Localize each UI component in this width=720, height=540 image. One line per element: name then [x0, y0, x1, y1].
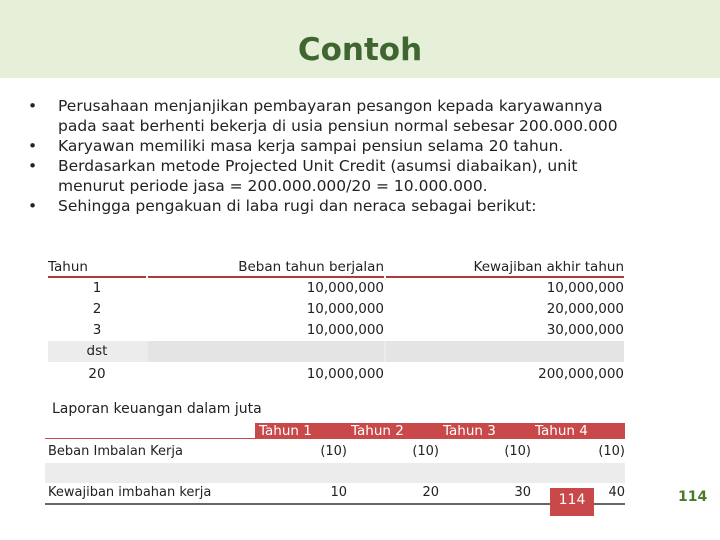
table-cell: (10) [320, 444, 347, 459]
table-cell: dst [86, 343, 108, 359]
table-cell: 30,000,000 [546, 322, 624, 338]
bullet-line: Sehingga pengakuan di laba rugi dan neraca sebagai berikut: [58, 197, 537, 215]
bullet-item [28, 156, 708, 196]
bullet-icon: • [28, 157, 38, 175]
table-cell: 3 [92, 322, 102, 338]
table-row [48, 341, 624, 362]
table-cell: 10,000,000 [306, 366, 384, 382]
table-cell: 200,000,000 [538, 366, 624, 382]
header-cell-tahun-1: Tahun 1 [255, 423, 347, 439]
table-cell: 40 [608, 485, 625, 500]
table-cell: 10 [330, 485, 347, 500]
table-row [48, 278, 624, 299]
bullet-list [28, 96, 708, 216]
header-cell-tahun-2: Tahun 2 [347, 423, 439, 439]
header-cell-empty [45, 423, 255, 439]
table-cell: 2 [92, 301, 102, 317]
header-cell-tahun-3: Tahun 3 [439, 423, 531, 439]
page-number-corner: 114 [678, 489, 708, 505]
table-header-row [45, 423, 625, 439]
table-cell [386, 341, 624, 362]
bullet-line: Karyawan memiliki masa kerja sampai pensiun selama 20 tahun. [58, 137, 564, 155]
table-cell: 10,000,000 [306, 301, 384, 317]
bullet-icon: • [28, 197, 38, 215]
row-label: Beban Imbalan Kerja [48, 444, 183, 459]
table-row [45, 463, 625, 483]
table-row [48, 320, 624, 341]
table-cell: 20,000,000 [546, 301, 624, 317]
laporan-title: Laporan keuangan dalam juta [52, 401, 262, 417]
table-cell: (10) [598, 444, 625, 459]
bullet-line: pada saat berhenti bekerja di usia pensiun normal sebesar 200.000.000 [58, 117, 618, 135]
table-row [48, 299, 624, 320]
bullet-item [28, 196, 708, 216]
row-label: Kewajiban imbahan kerja [48, 485, 212, 500]
bullet-line: menurut periode jasa = 200.000.000/20 = 10.000.000. [58, 177, 488, 195]
table-cell: (10) [412, 444, 439, 459]
table-cell: 20 [88, 366, 106, 382]
header-cell-kewajiban: Kewajiban akhir tahun [386, 257, 624, 278]
bullet-item [28, 136, 708, 156]
table-cell: 30 [514, 485, 531, 500]
page-number-badge: 114 [550, 488, 594, 516]
table-row [45, 441, 625, 462]
bullet-item [28, 96, 708, 136]
bullet-line: Perusahaan menjanjikan pembayaran pesangon kepada karyawannya [58, 97, 603, 115]
table-header-row [48, 257, 624, 278]
table-cell: 20 [422, 485, 439, 500]
table-cell: 10,000,000 [546, 280, 624, 296]
header-cell-tahun-4: Tahun 4 [531, 423, 625, 439]
table-cell [148, 341, 384, 362]
bullet-icon: • [28, 137, 38, 155]
table-row [48, 364, 624, 385]
header-cell-tahun: Tahun [48, 257, 146, 278]
bullet-icon: • [28, 97, 38, 115]
header-cell-beban: Beban tahun berjalan [148, 257, 384, 278]
table-cell: 10,000,000 [306, 280, 384, 296]
table-cell: 1 [92, 280, 102, 296]
table-cell: 10,000,000 [306, 322, 384, 338]
table-cell: (10) [504, 444, 531, 459]
bullet-line: Berdasarkan metode Projected Unit Credit (asumsi diabaikan), unit [58, 157, 578, 175]
table-row [45, 483, 625, 505]
slide-title: Contoh [297, 32, 423, 68]
